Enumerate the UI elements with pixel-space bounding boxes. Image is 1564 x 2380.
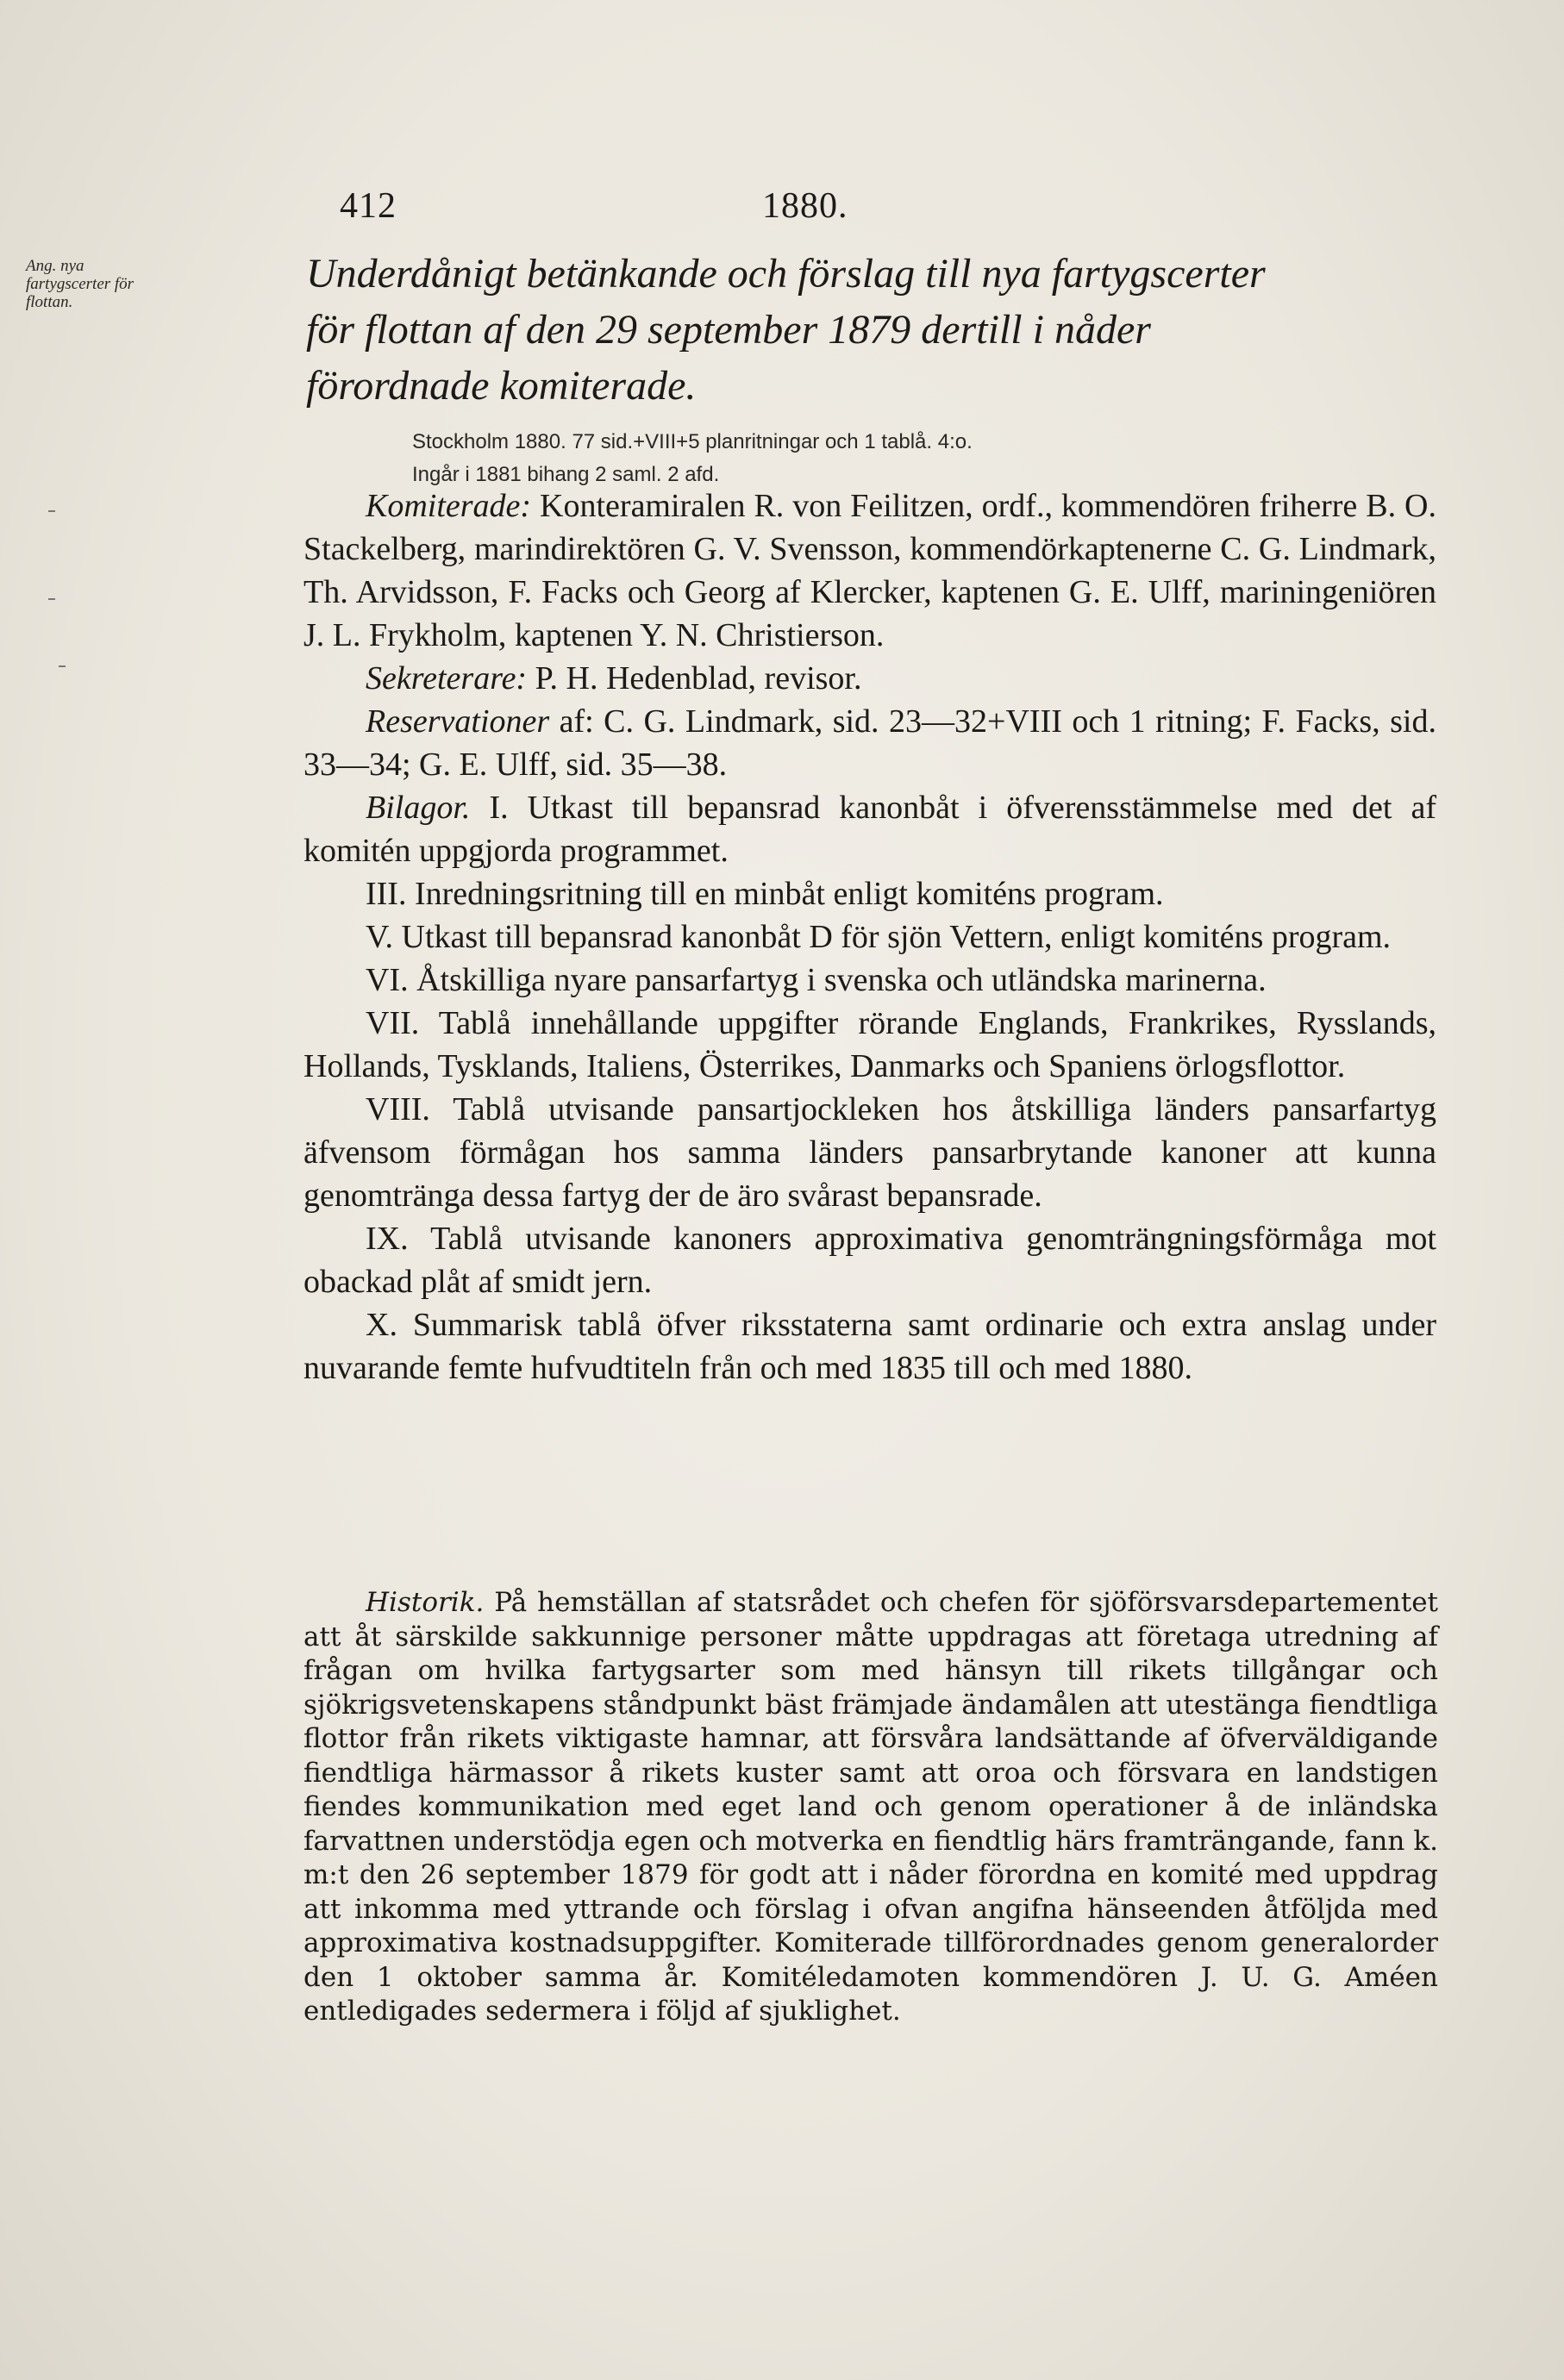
bilagor-item: VII. Tablå innehållande uppgifter rörande Englands, Frankrikes, Rysslands, Hollands, Tysklands, Italiens, Österrikes, Danmarks och Spaniens örlogsflottor. <box>303 1005 1436 1084</box>
historik-label: Historik. <box>366 1587 485 1618</box>
bilagor-item: III. Inredningsritning till en minbåt enligt komiténs program. <box>366 876 1164 912</box>
scan-mark <box>48 598 55 600</box>
sekreterare-text: P. H. Hedenblad, revisor. <box>535 660 862 697</box>
publication-info <box>412 426 1404 491</box>
bilagor-item: V. Utkast till bepansrad kanonbåt D för sjön Vettern, enligt komiténs program. <box>366 919 1392 955</box>
historik-section <box>303 1586 1438 2029</box>
margin-note: Ang. nya fartygscerter för flottan. <box>26 257 135 311</box>
sekreterare-label: Sekreterare: <box>366 660 528 697</box>
page-number: 412 <box>340 186 397 226</box>
title-line-1: Underdånigt betänkande och förslag till nya fartygscerter <box>306 251 1266 297</box>
komiterade-paragraph <box>303 484 1436 657</box>
header-year: 1880. <box>762 186 848 226</box>
historik-text: På hemställan af statsrådet och chefen för sjöförsvarsdepartementet att åt särskilde sakkunnige personer måtte uppdragas att företaga utredning af frågan om hvilka fartygsarter som med hänsyn till rikets tillgångar och sjökrigsvetenskapens ståndpunkt bäst främjade ändamålen att utestänga fiendtliga flottor från rikets viktigaste hamnar, att försvåra landsättande af öfverväldigande fiendtliga härmassor å rikets kuster samt att oroa och försvara en landstigen fiendes kommunikation med eget land och genom operationer å de inländska farvattnen understödja egen och motverka en fiendtlig härs framträngande, fann k. m:t den 26 september 1879 för godt att i nåder förordna en komité med uppdrag att inkomma med yttrande och förslag i ofvan angifna hänseenden åtföljda med approximativa kostnadsuppgifter. Komiterade tillförordnades genom generalorder den 1 oktober samma år. Komitéledamoten kommendören J. U. G. Améen entledigades sedermera i följd af sjuklighet. <box>303 1587 1438 2027</box>
komiterade-text: Konteramiralen R. von Feilitzen, ordf., kommendören friherre B. O. Stackelberg, marindirektören G. V. Svensson, kommendörkaptenerne C. G. Lindmark, Th. Arvidsson, F. Facks och Georg af Klercker, kaptenen G. E. Ulff, mariningeniören J. L. Frykholm, kaptenen Y. N. Christierson. <box>303 488 1437 653</box>
bilagor-item: VIII. Tablå utvisande pansartjockleken hos åtskilliga länders pansarfartyg äfvensom förmågan hos samma länders pansarbrytande kanoner att kunna genomtränga dessa fartyg der de äro svårast bepansrade. <box>303 1091 1436 1214</box>
bilagor-item: IX. Tablå utvisande kanoners approximativa genomträngningsförmåga mot obackad plåt af smidt jern. <box>303 1221 1436 1300</box>
komiterade-label: Komiterade: <box>366 488 532 524</box>
reservationer-label: Reservationer <box>366 703 550 740</box>
committee-section <box>303 484 1436 1390</box>
bilagor-item-1: I. Utkast till bepansrad kanonbåt i öfverensstämmelse med det af komitén uppgjorda programmet. <box>303 790 1437 869</box>
bilagor-item: VI. Åtskilliga nyare pansarfartyg i svenska och utländska marinerna. <box>366 962 1267 998</box>
entry-title <box>306 246 1436 414</box>
reservationer-text: af: C. G. Lindmark, sid. 23—32+VIII och 1 ritning; F. Facks, sid. 33—34; G. E. Ulff, sid. 35—38. <box>303 703 1436 783</box>
bilagor-label: Bilagor. <box>366 790 471 826</box>
bilagor-item: X. Summarisk tablå öfver riksstaterna samt ordinarie och extra anslag under nuvarande femte hufvudtiteln från och med 1835 till och med 1880. <box>303 1307 1436 1386</box>
historik-paragraph <box>303 1586 1438 2029</box>
scan-mark <box>48 510 55 512</box>
pubinfo-line-2: Ingår i 1881 bihang 2 saml. 2 afd. <box>412 463 720 486</box>
pubinfo-line-1: Stockholm 1880. 77 sid.+VIII+5 planritningar och 1 tablå. 4:o. <box>412 430 973 453</box>
title-line-2: för flottan af den 29 september 1879 dertill i nåder <box>306 307 1151 353</box>
sekreterare-paragraph <box>303 657 1436 700</box>
bilagor-paragraph <box>303 786 1436 872</box>
scan-mark <box>59 665 66 667</box>
title-line-3: förordnade komiterade. <box>306 363 697 409</box>
reservationer-paragraph <box>303 700 1436 786</box>
